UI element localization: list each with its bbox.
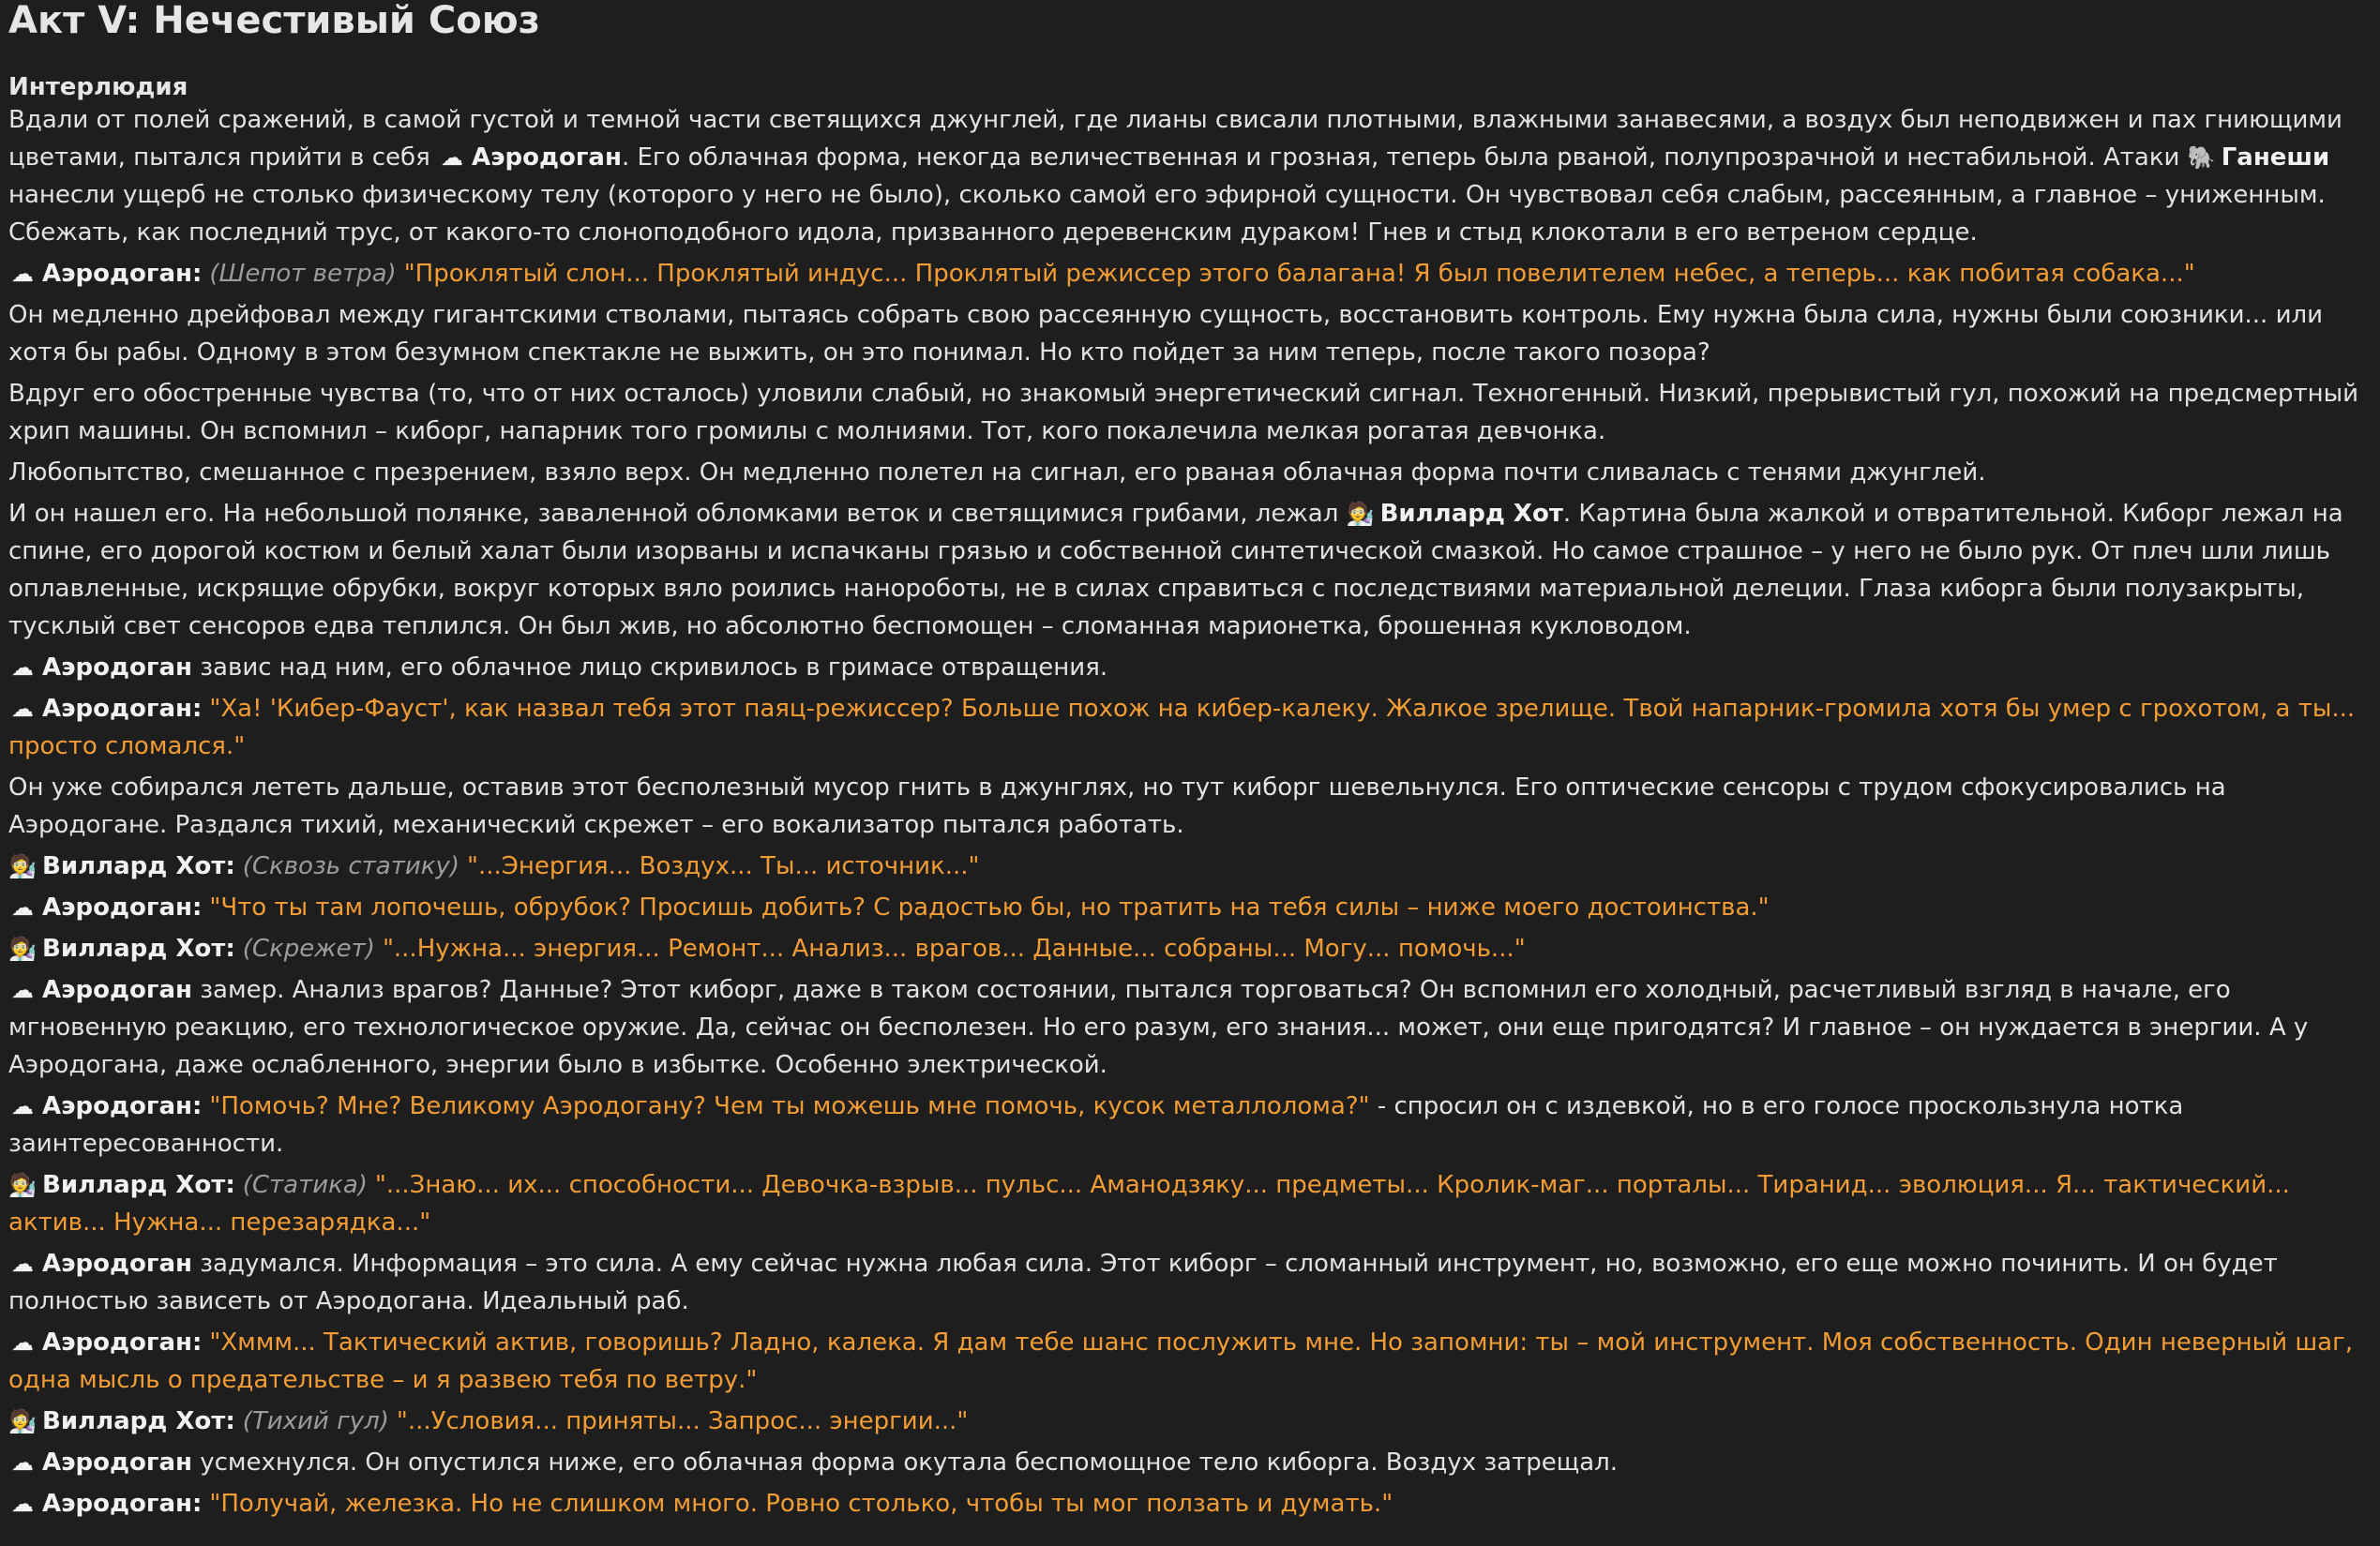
speech-quote: "Что ты там лопочешь, обрубок? Просишь добить? С радостью бы, но тратить на тебя силы – ниже моего достоинства." — [209, 893, 1770, 922]
scientist-icon: 🧑‍🔬 — [8, 853, 37, 879]
cloud-icon: ☁ — [11, 1491, 34, 1517]
p5-text-before: И он нашел его. На небольшой полянке, заваленной обломками веток и светящимися грибами, лежал — [8, 500, 1347, 528]
dialogue-2 — [8, 690, 2372, 765]
speaker-name: Виллард Хот — [42, 852, 226, 880]
speaker-name: Аэродоган — [42, 695, 192, 723]
paragraph-6 — [8, 649, 2372, 686]
paragraph-8 — [8, 971, 2372, 1084]
speaker-name: Виллард Хот — [42, 1407, 226, 1435]
speaker-colon: : — [191, 1490, 203, 1518]
speech-tone: (Сквозь статику) — [242, 852, 460, 880]
scientist-icon: 🧑‍🔬 — [8, 936, 37, 962]
dialogue-8 — [8, 1324, 2372, 1399]
paragraph-1 — [8, 101, 2372, 251]
cloud-icon: ☁ — [11, 1329, 34, 1356]
p5-name-willard: Виллард Хот — [1379, 500, 1563, 528]
paragraph-5 — [8, 495, 2372, 645]
paragraph-10 — [8, 1444, 2372, 1481]
dialogue-7 — [8, 1166, 2372, 1241]
p1-text-after: нанесли ущерб не столько физическому телу (которого у него не было), сколько самой его эфирной сущности. Он чувствовал себя слабым, рассеянным, а главное – униженным. Сбежать, как последний трус, от какого-то слоноподобного идола, призванного деревенским дураком! Гнев и стыд клокотали в его ветреном сердце. — [8, 181, 2326, 247]
narration: - спросил он с издевкой, но в его голосе проскользнула нотка заинтересованности. — [8, 1092, 2184, 1158]
story-page — [8, 0, 2372, 1523]
dialogue-4 — [8, 889, 2372, 926]
scientist-icon: 🧑‍🔬 — [1346, 501, 1375, 527]
speech-quote: "...Энергия... Воздух... Ты... источник..." — [467, 852, 980, 880]
page-title: Акт V: Нечестивый Союз — [8, 0, 540, 42]
speaker-name: Виллард Хот — [42, 1171, 226, 1199]
speaker-colon: : — [225, 1171, 235, 1199]
speech-quote: "Помочь? Мне? Великому Аэродогану? Чем ты можешь мне помочь, кусок металлолома?" — [209, 1092, 1370, 1120]
speaker-colon: : — [225, 852, 235, 880]
paragraph-2: Он медленно дрейфовал между гигантскими стволами, пытаясь собрать свою рассеянную сущность, восстановить контроль. Ему нужна была сила, нужны были союзники... или хотя бы рабы. Одному в этом безумном спектакле не выжить, он это понимал. Но кто пойдет за ним теперь, после такого позора? — [8, 301, 2323, 367]
speaker-name: Аэродоган — [42, 260, 192, 288]
speaker-name: Виллард Хот — [42, 935, 226, 963]
speech-tone: (Тихий гул) — [242, 1407, 389, 1435]
speech-tone: (Статика) — [242, 1171, 368, 1199]
p1-name-ganesha: Ганеши — [2221, 143, 2330, 172]
cloud-icon: ☁ — [11, 894, 34, 921]
cloud-icon: ☁ — [11, 696, 34, 722]
speaker-colon: : — [191, 695, 203, 723]
speech-tone: (Шепот ветра) — [209, 260, 397, 288]
speaker-name: Аэродоган — [42, 976, 192, 1004]
dialogue-9 — [8, 1403, 2372, 1440]
narration: усмехнулся. Он опустился ниже, его облачная форма окутала беспомощное тело киборга. Воздух затрещал. — [191, 1448, 1619, 1477]
dialogue-6 — [8, 1088, 2372, 1163]
paragraph-7: Он уже собирался лететь дальше, оставив этот бесполезный мусор гнить в джунглях, но тут киборг шевельнулся. Его оптические сенсоры с трудом сфокусировались на Аэродогане. Раздался тихий, механический скрежет – его вокализатор пытался работать. — [8, 773, 2226, 839]
cloud-icon: ☁ — [11, 654, 34, 681]
speaker-name: Аэродоган — [42, 1448, 192, 1477]
speech-quote: "...Знаю... их... способности... Девочка-взрыв... пульс... Аманодзяку... предметы... Кролик-маг... порталы... Тиранид... эволюция... Я... тактический... актив... Нужна... перезарядка..." — [8, 1171, 2290, 1237]
p1-name-aerodogan: Аэродоган — [471, 143, 622, 172]
speech-quote: "Ха! 'Кибер-Фауст', как назвал тебя этот паяц-режиссер? Больше похож на кибер-калеку. Жалкое зрелище. Твой напарник-громила хотя бы умер с грохотом, а ты... просто сломался." — [8, 695, 2356, 760]
dialogue-3 — [8, 848, 2372, 885]
elephant-icon: 🐘 — [2187, 144, 2216, 171]
p1-text-mid: . Его облачная форма, некогда величественная и грозная, теперь была рваной, полупрозрачной и нестабильной. Атаки — [621, 143, 2188, 172]
speech-tone: (Скрежет) — [242, 935, 375, 963]
speaker-colon: : — [225, 935, 235, 963]
p1-text-before: Вдали от полей сражений, в самой густой и темной части светящихся джунглей, где лианы свисали плотными, влажными занавесями, а воздух был неподвижен и пах гниющими цветами, пытался прийти в себя — [8, 106, 2342, 172]
dialogue-1 — [8, 255, 2372, 293]
section-subtitle: Интерлюдия — [8, 73, 188, 101]
paragraph-3: Вдруг его обостренные чувства (то, что от них осталось) уловили слабый, но знакомый энергетический сигнал. Техногенный. Низкий, прерывистый гул, похожий на предсмертный хрип машины. Он вспомнил – киборг, напарник того громилы с молниями. Тот, кого покалечила мелкая рогатая девчонка. — [8, 380, 2359, 445]
paragraph-4: Любопытство, смешанное с презрением, взяло верх. Он медленно полетел на сигнал, его рваная облачная форма почти сливалась с тенями джунглей. — [8, 458, 1986, 487]
narration: завис над ним, его облачное лицо скривилось в гримасе отвращения. — [191, 653, 1108, 682]
cloud-icon: ☁ — [11, 1093, 34, 1119]
speaker-name: Аэродоган — [42, 1328, 192, 1357]
cloud-icon: ☁ — [11, 261, 34, 287]
speaker-name: Аэродоган — [42, 1250, 192, 1278]
speaker-colon: : — [191, 893, 203, 922]
cloud-icon: ☁ — [11, 1449, 34, 1476]
speaker-name: Аэродоган — [42, 653, 192, 682]
speech-quote: "Проклятый слон... Проклятый индус... Проклятый режиссер этого балагана! Я был повелителем небес, а теперь... как побитая собака..." — [403, 260, 2195, 288]
speaker-colon: : — [191, 260, 203, 288]
narration: замер. Анализ врагов? Данные? Этот киборг, даже в таком состоянии, пытался торговаться? Он вспомнил его холодный, расчетливый взгляд в начале, его мгновенную реакцию, его технологическое оружие. Да, сейчас он бесполезен. Но его разум, его знания... может, они еще пригодятся? И главное – он нуждается в энергии. А у Аэродогана, даже ослабленного, энергии было в избытке. Особенно электрической. — [8, 976, 2309, 1079]
speech-quote: "Хммм... Тактический актив, говоришь? Ладно, калека. Я дам тебе шанс послужить мне. Но запомни: ты – мой инструмент. Моя собственность. Один неверный шаг, одна мысль о предательстве – и я развею тебя по ветру." — [8, 1328, 2354, 1394]
speaker-name: Аэродоган — [42, 1092, 192, 1120]
speech-quote: "...Нужна... энергия... Ремонт... Анализ... врагов... Данные... собраны... Могу... помочь..." — [382, 935, 1526, 963]
speaker-colon: : — [191, 1092, 203, 1120]
speech-quote: "Получай, железка. Но не слишком много. Ровно столько, чтобы ты мог ползать и думать." — [209, 1490, 1393, 1518]
narration: задумался. Информация – это сила. А ему сейчас нужна любая сила. Этот киборг – сломанный инструмент, но, возможно, его еще можно починить. И он будет полностью зависеть от Аэродогана. Идеальный раб. — [8, 1250, 2278, 1315]
speaker-colon: : — [191, 1328, 203, 1357]
cloud-icon: ☁ — [11, 1251, 34, 1277]
p5-text-after: . Картина была жалкой и отвратительной. Киборг лежал на спине, его дорогой костюм и белый халат были изорваны и испачканы грязью и собственной синтетической смазкой. Но самое страшное – у него не было рук. От плеч шли лишь оплавленные, искрящие обрубки, вокруг которых вяло роились нанороботы, не в силах справиться с последствиями материальной делеции. Глаза киборга были полузакрыты, тусклый свет сенсоров едва теплился. Он был жив, но абсолютно беспомощен – сломанная марионетка, брошенная кукловодом. — [8, 500, 2343, 640]
paragraph-9 — [8, 1245, 2372, 1320]
dialogue-5 — [8, 930, 2372, 968]
speech-quote: "...Условия... приняты... Запрос... энергии..." — [396, 1407, 969, 1435]
cloud-icon: ☁ — [440, 144, 463, 171]
scientist-icon: 🧑‍🔬 — [8, 1408, 37, 1434]
scientist-icon: 🧑‍🔬 — [8, 1172, 37, 1198]
speaker-colon: : — [225, 1407, 235, 1435]
dialogue-10 — [8, 1485, 2372, 1523]
speaker-name: Аэродоган — [42, 893, 192, 922]
speaker-name: Аэродоган — [42, 1490, 192, 1518]
cloud-icon: ☁ — [11, 977, 34, 1003]
